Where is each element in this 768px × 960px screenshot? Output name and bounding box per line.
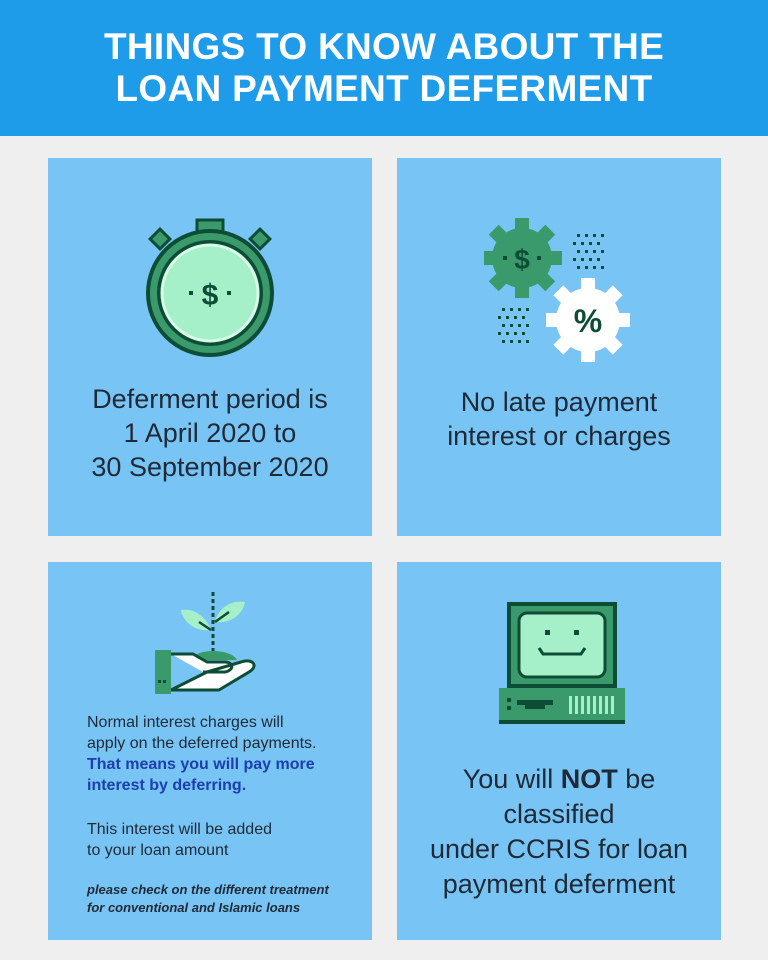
page-title-line-1: THINGS TO KNOW ABOUT THE bbox=[103, 26, 665, 67]
deferment-line-3: 30 September 2020 bbox=[91, 452, 329, 482]
interest-emphasis-line-1: That means you will pay more bbox=[87, 756, 315, 773]
interest-emphasis-line-2: interest by deferring. bbox=[87, 777, 247, 794]
ccris-line-1-start: You will bbox=[462, 764, 561, 794]
ccris-text bbox=[397, 762, 721, 902]
deferment-line-2: 1 April 2020 to bbox=[123, 418, 297, 448]
ccris-line-3: under CCRIS for loan bbox=[429, 834, 689, 864]
card-deferment-period bbox=[48, 158, 372, 536]
deferment-period-text bbox=[48, 382, 372, 484]
interest-info-line-2: apply on the deferred payments. bbox=[87, 735, 317, 752]
card-ccris-classification bbox=[397, 562, 721, 940]
deferment-line-1: Deferment period is bbox=[92, 384, 328, 414]
interest-added-paragraph bbox=[87, 819, 367, 861]
page-title-line-2: LOAN PAYMENT DEFERMENT bbox=[115, 68, 653, 109]
interest-added-line-1: This interest will be added bbox=[87, 821, 272, 838]
treatment-note-line-1: please check on the different treatment bbox=[87, 882, 329, 897]
gears-dollar-percent-icon bbox=[484, 216, 634, 366]
no-late-line-1: No late payment bbox=[460, 387, 658, 417]
interest-info-paragraph bbox=[87, 712, 367, 796]
ccris-line-1 bbox=[397, 762, 721, 797]
stopwatch-dollar-symbol: $ bbox=[201, 279, 219, 312]
computer-smiley-icon bbox=[497, 600, 627, 730]
ccris-line-4: payment deferment bbox=[442, 869, 676, 899]
no-late-charges-text bbox=[397, 385, 721, 453]
header-banner bbox=[0, 0, 768, 136]
treatment-note-line-2: for conventional and Islamic loans bbox=[87, 900, 301, 915]
gear-percent-symbol: % bbox=[573, 303, 603, 339]
treatment-note bbox=[87, 881, 367, 917]
interest-added-line-2: to your loan amount bbox=[87, 842, 229, 859]
ccris-not-emphasis: NOT bbox=[560, 764, 618, 794]
no-late-line-2: interest or charges bbox=[447, 421, 671, 451]
hand-plant-icon bbox=[153, 592, 268, 697]
card-interest-charges bbox=[48, 562, 372, 940]
stopwatch-dollar-icon bbox=[145, 218, 275, 358]
card-no-late-charges bbox=[397, 158, 721, 536]
gear-dollar-symbol: $ bbox=[514, 244, 530, 275]
ccris-line-1-end: be bbox=[617, 764, 656, 794]
ccris-line-2: classified bbox=[503, 799, 615, 829]
interest-info-line-1: Normal interest charges will bbox=[87, 714, 284, 731]
